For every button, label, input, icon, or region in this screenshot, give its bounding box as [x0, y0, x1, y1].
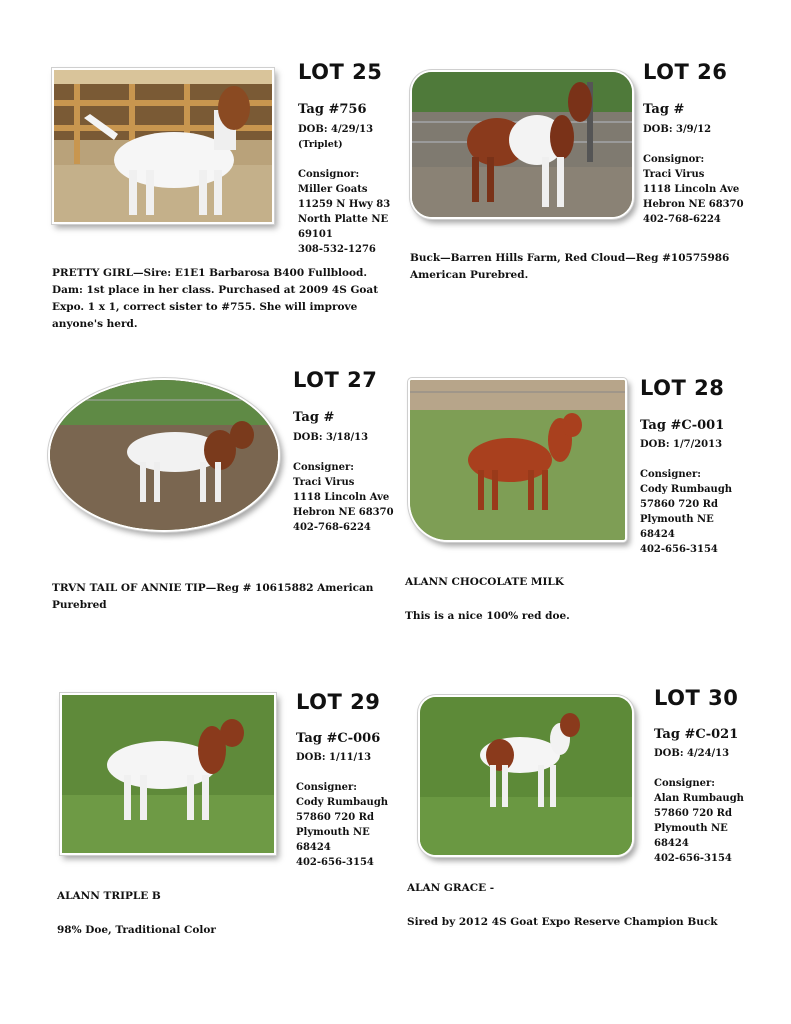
lot-description: ALANN CHOCOLATE MILK This is a nice 100% red doe. — [405, 576, 570, 622]
lot-details: DOB: 1/7/2013 Consigner: Cody Rumbaugh 57860 720 Rd Plymouth NE 68424 402-656-3154 — [640, 439, 733, 555]
lot-details: DOB: 4/24/13 Consigner: Alan Rumbaugh 57860 720 Rd Plymouth NE 68424 402-656-3154 — [654, 748, 744, 864]
lot-details: DOB: 3/9/12 Consignor: Traci Virus 1118 Lincoln Ave Hebron NE 68370 402-768-6224 — [643, 124, 744, 225]
lot-27-photo — [48, 378, 280, 532]
lot-title: LOT 29 — [296, 690, 381, 714]
lot-description: Buck—Barren Hills Farm, Red Cloud—Reg #10575986 American Purebred. — [410, 252, 730, 281]
lot-details: DOB: 4/29/13 (Triplet) Consignor: Miller Goats 11259 N Hwy 83 North Platte NE 69101 308-532-1276 — [298, 124, 391, 255]
tag-number: Tag #C-001 — [640, 418, 725, 433]
lot-details: DOB: 1/11/13 Consigner: Cody Rumbaugh 57860 720 Rd Plymouth NE 68424 402-656-3154 — [296, 752, 389, 868]
lot-description: TRVN TAIL OF ANNIE TIP—Reg # 10615882 American Purebred — [52, 582, 374, 611]
lot-description: ALANN TRIPLE B 98% Doe, Traditional Color — [57, 890, 216, 936]
lot-description: PRETTY GIRL—Sire: E1E1 Barbarosa B400 Fullblood. Dam: 1st place in her class. Purchased at 2009 4S Goat Expo. 1 x 1, correct sister to #755. She will improve anyone's herd. — [52, 267, 379, 330]
lot-description: ALAN GRACE - Sired by 2012 4S Goat Expo Reserve Champion Buck — [407, 882, 718, 928]
lot-25-photo — [52, 68, 274, 224]
lot-26-photo — [410, 70, 634, 219]
tag-number: Tag #C-021 — [654, 727, 739, 742]
tag-number: Tag #C-006 — [296, 731, 381, 746]
lot-title: LOT 26 — [643, 60, 728, 84]
lot-details: DOB: 3/18/13 Consigner: Traci Virus 1118 Lincoln Ave Hebron NE 68370 402-768-6224 — [293, 432, 394, 533]
lot-title: LOT 27 — [293, 368, 378, 392]
lot-29-photo — [60, 693, 276, 855]
lot-title: LOT 28 — [640, 376, 725, 400]
tag-number: Tag # — [643, 102, 685, 117]
tag-number: Tag #756 — [298, 102, 367, 117]
tag-number: Tag # — [293, 410, 335, 425]
lot-title: LOT 30 — [654, 686, 739, 710]
lot-title: LOT 25 — [298, 60, 383, 84]
lot-30-photo — [418, 695, 634, 857]
lot-28-photo — [408, 378, 627, 542]
